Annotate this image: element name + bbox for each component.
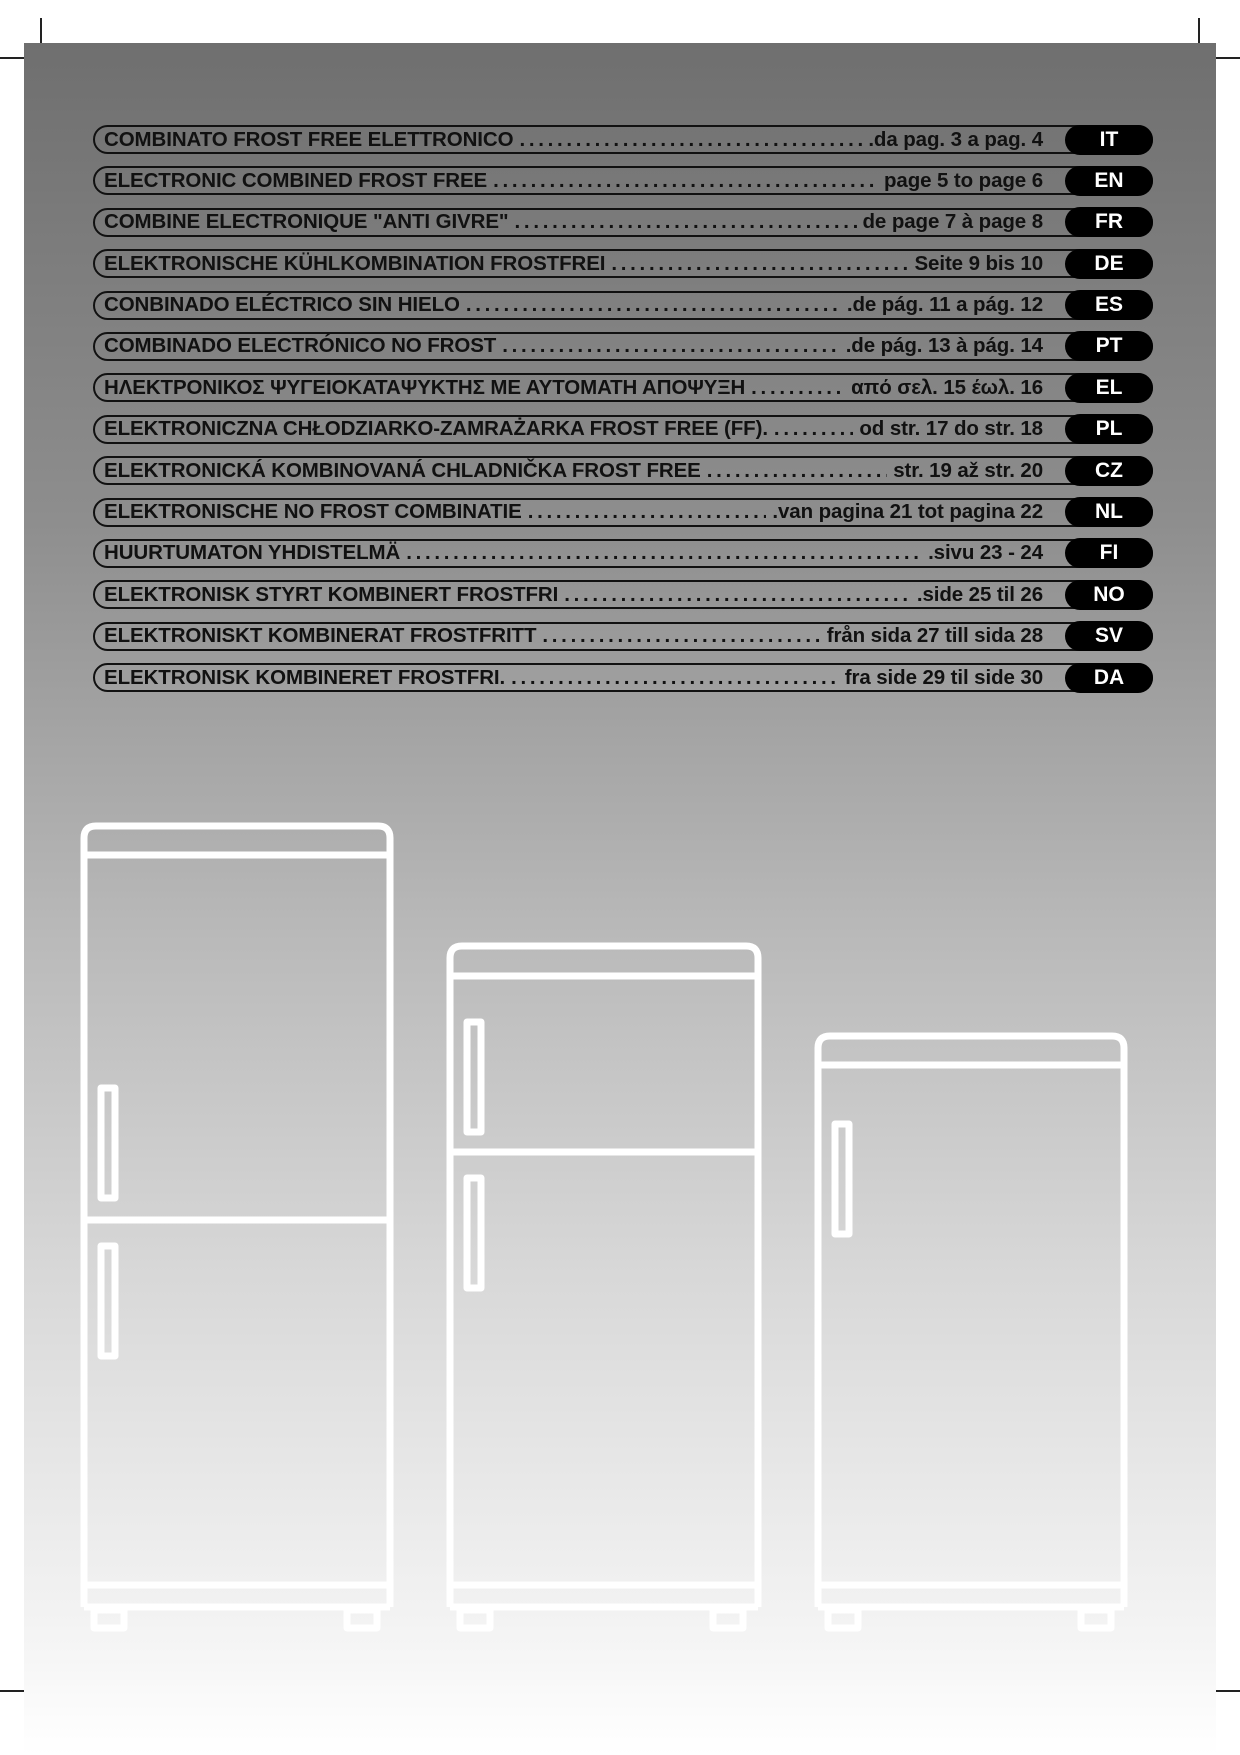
toc-title: ELEKTRONISCHE NO FROST COMBINATIE xyxy=(104,500,522,524)
toc-title: COMBINADO ELECTRÓNICO NO FROST xyxy=(104,334,497,358)
toc-title: ELECTRONIC COMBINED FROST FREE xyxy=(104,168,488,192)
toc-title: ELEKTRONICKÁ KOMBINOVANÁ CHLADNIČKA FROST FREE xyxy=(104,458,701,482)
toc-page-range: .de pág. 11 a pág. 12 xyxy=(846,293,1043,317)
toc-page-range: från sida 27 till sida 28 xyxy=(826,624,1043,648)
toc-page-range: .side 25 til 26 xyxy=(916,582,1043,606)
toc-title: COMBINATO FROST FREE ELETTRONICO xyxy=(104,127,514,151)
toc-title: ΗΛΕΚΤΡΟΝΙΚΟΣ ΨΥΓΕΙΟΚΑΤΑΨΥΚΤΗΣ ΜΕ ΑΥΤΟΜΑΤΗ ΑΠΟΨΥΞΗ xyxy=(104,375,746,399)
toc-title: ELEKTRONISKT KOMBINERAT FROSTFRITT xyxy=(104,624,537,648)
language-code-badge: SV xyxy=(1065,621,1153,651)
toc-page-range: od str. 17 do str. 18 xyxy=(859,417,1043,441)
toc-title: ELEKTRONICZNA CHŁODZIARKO-ZAMRAŻARKA FROST FREE (FF). xyxy=(104,417,768,441)
toc-page-range: Seite 9 bis 10 xyxy=(914,251,1043,275)
language-code-badge: IT xyxy=(1065,125,1153,155)
toc-title: CONBINADO ELÉCTRICO SIN HIELO xyxy=(104,293,460,317)
toc-page-range: fra side 29 til side 30 xyxy=(844,665,1043,689)
language-code-badge: PT xyxy=(1065,331,1153,361)
toc-page-range: .da pag. 3 a pag. 4 xyxy=(868,127,1043,151)
toc-title: ELEKTRONISK KOMBINERET FROSTFRI. xyxy=(104,665,506,689)
language-code-badge: ES xyxy=(1065,290,1153,320)
language-code-badge: DE xyxy=(1065,249,1153,279)
toc-title: COMBINE ELECTRONIQUE "ANTI GIVRE" xyxy=(104,210,509,234)
fridge-freezer-icon xyxy=(84,826,390,1628)
language-code-badge: FR xyxy=(1065,207,1153,237)
language-code-badge: PL xyxy=(1065,414,1153,444)
top-freezer-fridge-icon xyxy=(450,946,758,1628)
language-code-badge: FI xyxy=(1065,538,1153,568)
toc-title: HUURTUMATON YHDISTELMÄ xyxy=(104,541,401,565)
toc-title: ELEKTRONISK STYRT KOMBINERT FROSTFRI xyxy=(104,582,559,606)
toc-page-range: de page 7 à page 8 xyxy=(862,210,1043,234)
single-door-fridge-icon xyxy=(818,1036,1124,1628)
language-code-badge: EN xyxy=(1065,166,1153,196)
toc-page-range: .sivu 23 - 24 xyxy=(928,541,1043,565)
language-code-badge: DA xyxy=(1065,663,1153,693)
toc-page-range: .van pagina 21 tot pagina 22 xyxy=(772,500,1043,524)
toc-page-range: από σελ. 15 έωλ. 16 xyxy=(851,375,1043,399)
language-code-badge: EL xyxy=(1065,373,1153,403)
language-code-badge: NO xyxy=(1065,580,1153,610)
toc-page-range: page 5 to page 6 xyxy=(883,168,1043,192)
language-code-badge: CZ xyxy=(1065,456,1153,486)
toc-page-range: .de pág. 13 à pág. 14 xyxy=(845,334,1043,358)
toc-page-range: str. 19 až str. 20 xyxy=(893,458,1043,482)
language-code-badge: NL xyxy=(1065,497,1153,527)
toc-title: ELEKTRONISCHE KÜHLKOMBINATION FROSTFREI xyxy=(104,251,606,275)
